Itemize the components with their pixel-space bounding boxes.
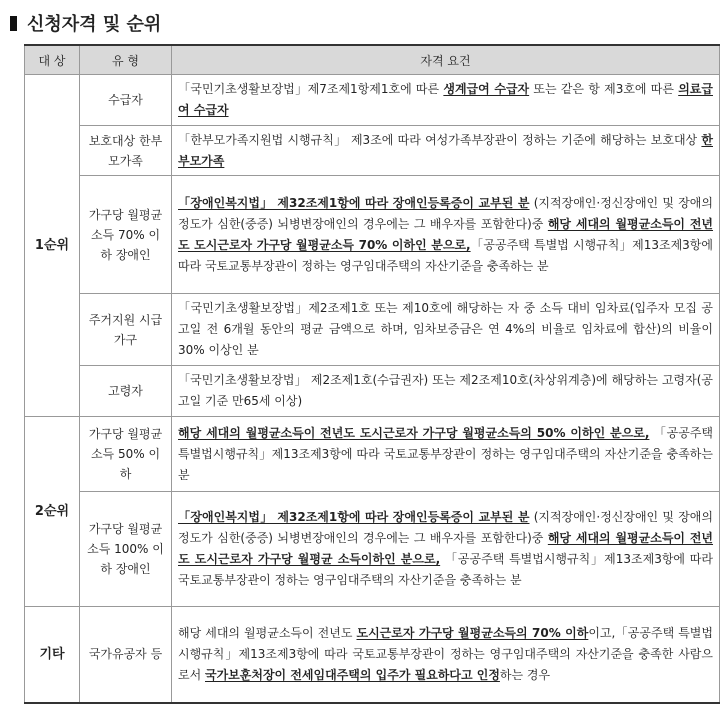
row-type: 가구당 월평균소득 100% 이하 장애인 xyxy=(80,492,172,607)
desc-text: 「공공주택 특별법시행규칙」제13조제3항에 따라 국토교통부장관이 정하는 영구임대주택의 자산기준을 충족하는 분 xyxy=(178,425,714,482)
row-type: 수급자 xyxy=(80,75,172,126)
row-desc xyxy=(172,492,720,607)
row-type: 가구당 월평균소득 70% 이하 장애인 xyxy=(80,176,172,294)
desc-text: 하는 경우 xyxy=(499,667,551,682)
row-type: 보호대상 한부모가족 xyxy=(80,126,172,176)
emphasis-text: 생계급여 수급자 xyxy=(443,82,530,96)
emphasis-text: 의료급여 수급자 xyxy=(178,82,713,117)
emphasis-text: 해당 세대의 월평균소득이 전년도 도시근로자 가구당 월평균소득의 50% 이하인 분으로, xyxy=(178,425,650,440)
emphasis-text: 해당 세대의 월평균소득이 전년도 도시근로자 가구당 월평균 소득이하인 분으로, xyxy=(178,531,714,566)
table-header-row xyxy=(25,45,720,75)
emphasis-text: 「장애인복지법」 제32조제1항에 따라 장애인등록증이 교부된 분 xyxy=(178,510,530,524)
row-desc xyxy=(172,294,720,366)
title-square-icon xyxy=(10,16,17,31)
table-row xyxy=(25,417,720,492)
table-row xyxy=(25,75,720,126)
emphasis-text: 해당 세대의 월평균소득이 전년도 도시근로자 가구당 월평균소득 70% 이하인 분으로, xyxy=(178,216,714,252)
desc-text: 「한부모가족지원법 시행규칙」 제3조에 따라 여성가족부장관이 정하는 기준에 해당하는 보호대상 xyxy=(178,132,702,147)
page-title xyxy=(10,10,161,36)
desc-text: 「공공주택 특별법 시행규칙」제13조제3항에 따라 국토교통부장관이 정하는 영구임대주택의 자산기준을 충족하는 분 xyxy=(178,237,713,273)
row-type: 고령자 xyxy=(80,366,172,417)
emphasis-text: 한부모가족 xyxy=(178,132,713,168)
emphasis-text: 도시근로자 가구당 월평균소득의 70% 이하 xyxy=(356,625,589,640)
row-desc xyxy=(172,75,720,126)
rank-second: 2순위 xyxy=(25,417,80,607)
row-type: 주거지원 시급가구 xyxy=(80,294,172,366)
row-desc xyxy=(172,176,720,294)
table-row xyxy=(25,607,720,703)
row-desc xyxy=(172,607,720,703)
header-type: 유 형 xyxy=(80,45,172,75)
desc-text: (지적장애인·정신장애인 및 장애의 정도가 심한(중증) 뇌병변장애인의 경우에는 그 배우자를 포함한다)중 xyxy=(178,195,713,231)
row-type: 가구당 월평균소득 50% 이하 xyxy=(80,417,172,492)
desc-text: 「국민기초생활보장법」제7조제1항제1호에 따른 xyxy=(178,82,444,96)
row-desc xyxy=(172,366,720,417)
rank-first: 1순위 xyxy=(25,75,80,417)
table-row xyxy=(25,492,720,607)
rank-other: 기타 xyxy=(25,607,80,703)
desc-text: (지적장애인·정신장애인 및 장애의 정도가 심한(중증) 뇌병변장애인의 경우에는 그 배우자를 포함한다)중 xyxy=(178,510,713,545)
header-requirements: 자격 요건 xyxy=(172,45,720,75)
emphasis-text: 「장애인복지법」 제32조제1항에 따라 장애인등록증이 교부된 분 xyxy=(178,195,530,210)
table-row xyxy=(25,366,720,417)
eligibility-table xyxy=(24,44,720,704)
desc-text: 「공공주택 특별법시행규칙」제13조제3항에 따라 국토교통부장관이 정하는 영구임대주택의 자산기준을 충족하는 분 xyxy=(178,552,713,587)
row-desc xyxy=(172,126,720,176)
table-row xyxy=(25,176,720,294)
page-title-text: 신청자격 및 순위 xyxy=(27,14,162,35)
header-target: 대 상 xyxy=(25,45,80,75)
desc-text: 「국민기초생활보장법」제2조제1호 또는 제10호에 해당하는 자 중 소득 대비 임차료(입주자 모집 공고일 전 6개월 동안의 평균 금액으로 하며, 임차보증금은 연 4%의 비율로 임차료에 합산)의 비율이 30% 이상인 분 xyxy=(178,301,713,357)
row-desc xyxy=(172,417,720,492)
desc-text: 이고,「공공주택 특별법시행규칙」제13조제3항에 따라 국토교통부장관이 정하는 영구임대주택의 자산기준을 충족한 사람으로서 xyxy=(178,625,713,682)
desc-text: 해당 세대의 월평균소득이 전년도 xyxy=(178,625,357,640)
table-row xyxy=(25,126,720,176)
row-type: 국가유공자 등 xyxy=(80,607,172,703)
emphasis-text: 국가보훈처장이 전세임대주택의 입주가 필요하다고 인정 xyxy=(205,667,500,682)
table-row xyxy=(25,294,720,366)
desc-text: 또는 같은 항 제3호에 따른 xyxy=(529,82,679,96)
desc-text: 「국민기초생활보장법」 제2조제1호(수급권자) 또는 제2조제10호(차상위계층)에 해당하는 고령자(공고일 기준 만65세 이상) xyxy=(178,373,713,408)
